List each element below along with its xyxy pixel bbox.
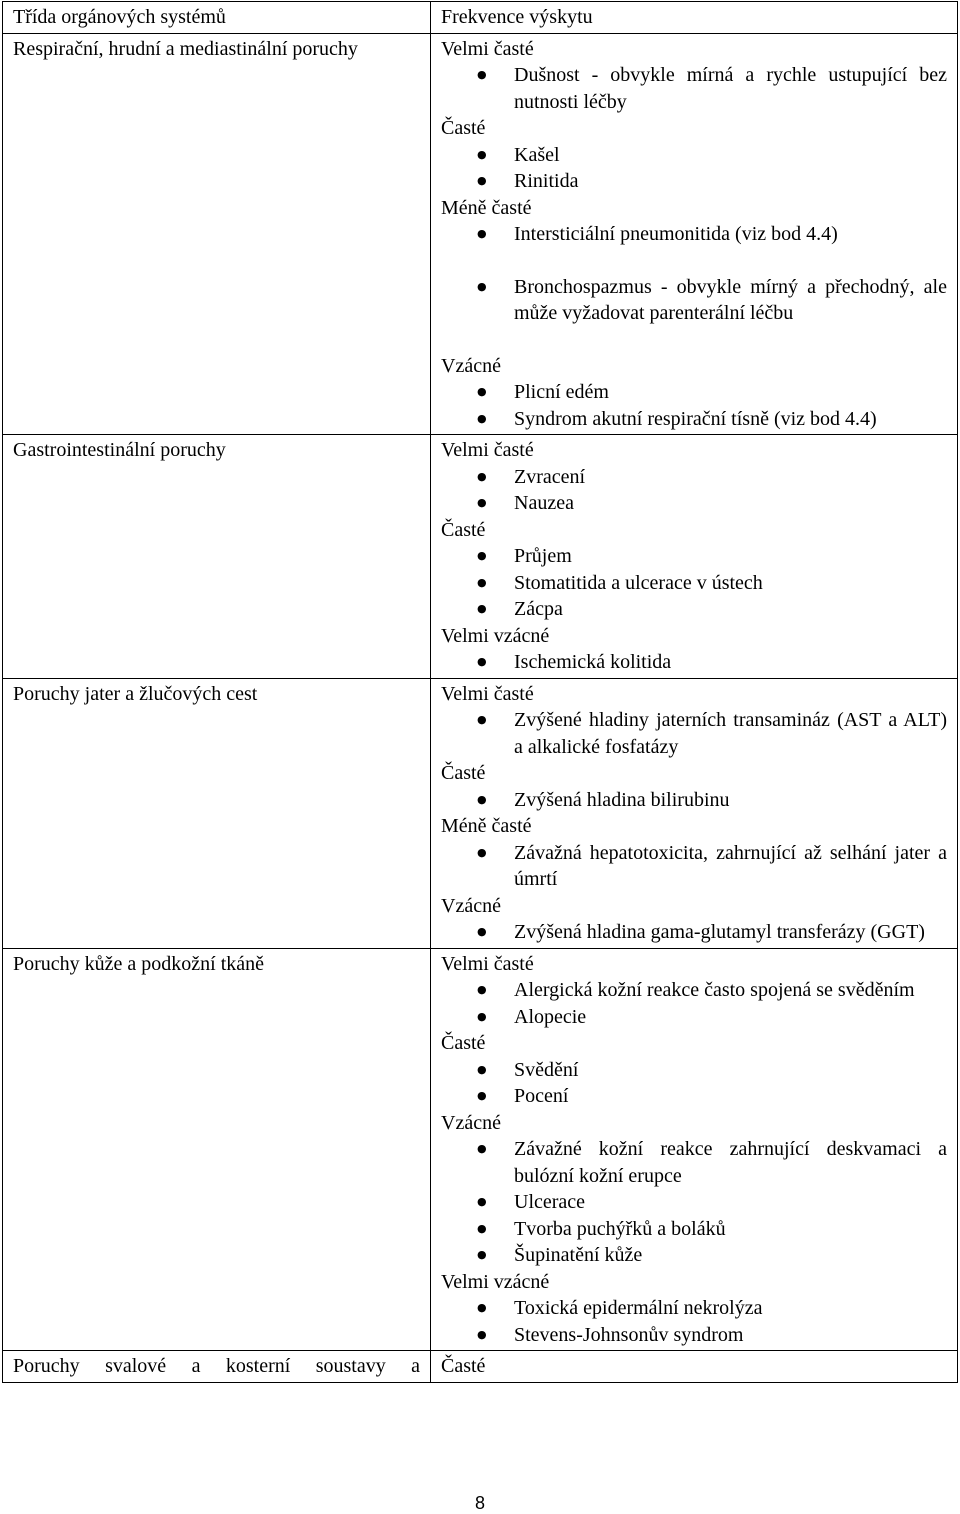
list-item: ● Dušnost - obvykle mírná a rychle ustupující bez nutnosti léčby	[441, 62, 947, 115]
frequency-label: Méně časté	[441, 196, 532, 219]
list-item: ● Šupinatění kůže	[441, 1242, 947, 1269]
list-item: ● Kašel	[441, 142, 947, 169]
organ-class-cell: Poruchy kůže a podkožní tkáně	[3, 948, 431, 1351]
frequency-label: Velmi časté	[441, 682, 534, 705]
effect-list	[441, 919, 947, 946]
list-item: ● Zvracení	[441, 464, 947, 491]
frequency-label: Vzácné	[441, 1111, 501, 1134]
frequency-cell	[431, 33, 958, 435]
list-item: ● Ischemická kolitida	[441, 649, 947, 676]
effect-list	[441, 1295, 947, 1348]
list-item: ● Alopecie	[441, 1004, 947, 1031]
effect-list	[441, 1136, 947, 1269]
list-item: ● Nauzea	[441, 490, 947, 517]
organ-class-cell: Poruchy jater a žlučových cest	[3, 678, 431, 948]
effect-list	[441, 707, 947, 760]
table-row	[3, 1351, 958, 1383]
effect-list	[441, 1057, 947, 1110]
frequency-label: Velmi časté	[441, 952, 534, 975]
table-row	[3, 678, 958, 948]
frequency-label: Vzácné	[441, 894, 501, 917]
list-item: ● Závažné kožní reakce zahrnující deskvamaci a bulózní kožní erupce	[441, 1136, 947, 1189]
effect-list	[441, 787, 947, 814]
list-item: ● Zvýšené hladiny jaterních transamináz (AST a ALT) a alkalické fosfatázy	[441, 707, 947, 760]
table-row	[3, 33, 958, 435]
frequency-label: Časté	[441, 1355, 486, 1377]
list-item: ● Bronchospazmus - obvykle mírný a přechodný, ale může vyžadovat parenterální léčbu	[441, 274, 947, 327]
table-row	[3, 435, 958, 679]
list-item: ● Toxická epidermální nekrolýza	[441, 1295, 947, 1322]
effect-list	[441, 977, 947, 1030]
frequency-label: Velmi vzácné	[441, 624, 550, 647]
list-item: ● Tvorba puchýřků a boláků	[441, 1216, 947, 1243]
effect-list	[441, 379, 947, 432]
frequency-label: Velmi vzácné	[441, 1270, 550, 1293]
effect-list	[441, 840, 947, 893]
effect-list	[441, 464, 947, 517]
frequency-label: Velmi časté	[441, 439, 534, 461]
page-number: 8	[474, 1493, 485, 1513]
list-item: ● Alergická kožní reakce často spojená se svěděním	[441, 977, 947, 1004]
list-item: ● Stevens-Johnsonův syndrom	[441, 1322, 947, 1349]
frequency-cell	[431, 1351, 958, 1383]
frequency-cell	[431, 948, 958, 1351]
list-item: ● Pocení	[441, 1083, 947, 1110]
frequency-label: Méně časté	[441, 815, 532, 837]
effect-list	[441, 142, 947, 195]
list-item: ● Intersticiální pneumonitida (viz bod 4.4)	[441, 221, 947, 248]
effect-list	[441, 649, 947, 676]
list-item: ● Svědění	[441, 1057, 947, 1084]
frequency-label: Časté	[441, 762, 486, 784]
list-item: ● Syndrom akutní respirační tísně (viz bod 4.4)	[441, 406, 947, 433]
effect-list	[441, 221, 947, 327]
list-item: ● Rinitida	[441, 168, 947, 195]
frequency-label: Časté	[441, 1032, 486, 1054]
frequency-label: Vzácné	[441, 354, 501, 377]
list-item: ● Plicní edém	[441, 379, 947, 406]
list-item: ● Závažná hepatotoxicita, zahrnující až selhání jater a úmrtí	[441, 840, 947, 893]
organ-class-cell: Respirační, hrudní a mediastinální poruchy	[3, 33, 431, 435]
organ-class-cell: Gastrointestinální poruchy	[3, 435, 431, 679]
frequency-label: Časté	[441, 117, 486, 139]
frequency-label: Časté	[441, 518, 486, 541]
list-item: ● Zvýšená hladina gama-glutamyl transferázy (GGT)	[441, 919, 947, 946]
list-item: ● Zvýšená hladina bilirubinu	[441, 787, 947, 814]
frequency-label: Velmi časté	[441, 37, 534, 60]
adverse-effects-table	[2, 1, 958, 1383]
frequency-cell	[431, 435, 958, 679]
list-item: ● Zácpa	[441, 596, 947, 623]
list-item: ● Ulcerace	[441, 1189, 947, 1216]
list-item: ● Stomatitida a ulcerace v ústech	[441, 570, 947, 597]
table-header-row	[3, 2, 958, 34]
effect-list	[441, 62, 947, 115]
list-item: ● Průjem	[441, 543, 947, 570]
organ-class-cell: Poruchy svalové a kosterní soustavy a	[3, 1351, 431, 1383]
header-frequency: Frekvence výskytu	[431, 2, 958, 34]
frequency-cell	[431, 678, 958, 948]
header-organ-class: Třída orgánových systémů	[3, 2, 431, 34]
effect-list	[441, 543, 947, 623]
table-row	[3, 948, 958, 1351]
